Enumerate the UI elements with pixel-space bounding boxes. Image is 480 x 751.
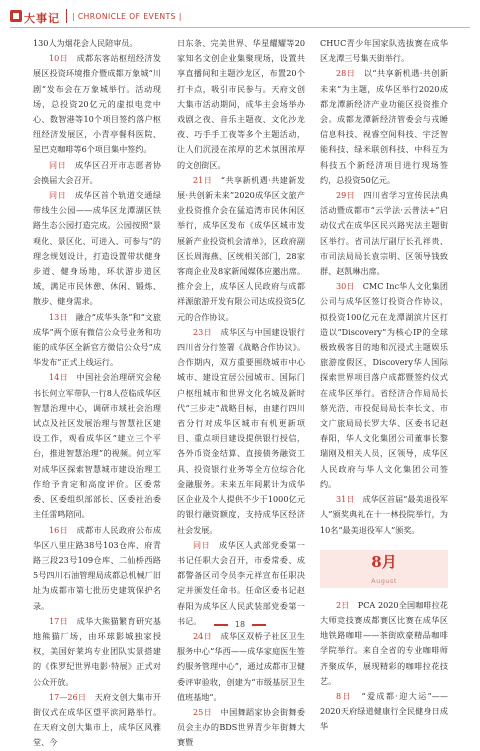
event-entry [33, 51, 161, 157]
event-text: 中国舞蹈家协会街舞委员会主办的BDS世界青少年街舞大赛暨 [177, 706, 305, 748]
event-entry [320, 66, 448, 188]
footer-right-bar [252, 624, 266, 626]
month-number: 8月 [371, 552, 397, 571]
event-date: 28日 [336, 68, 356, 79]
footer-left-bar [214, 624, 228, 626]
event-date: 同日 [49, 159, 67, 170]
event-date: 同日 [49, 190, 67, 201]
event-text: 成华区召开市志愿者协会换届大会召开。 [33, 159, 161, 185]
event-text: 130人为烟花会人民陪审员。 [33, 38, 138, 48]
event-date: 30日 [336, 281, 355, 292]
event-date: 14日 [49, 372, 69, 383]
event-text: 四川省学习宣传民法典活动暨成都市“云学法·云普法+”启动仪式在成华区民兴路宪法主题街区举行。省司法厅副厅长孔祥贵、市司法局局长袁宗明、区领导钱致群、赵凯琳出席。 [320, 190, 448, 277]
event-text: “爱成都·迎大运”——2020天府绿道健康行全民健身日成华 [320, 690, 448, 732]
page-header [0, 0, 480, 28]
event-text: 成华区首个轨道交通绿带线生公园——成华区龙潭湖区铁路生态公园打造完成。公园按照“景观化、景区化、可进入、可参与”的理念规划设计，打造设置带状健身步道、健身场地，环状游步道区域，满足市民休憩、休闲、锻炼、散步、健身需求。 [33, 190, 161, 307]
text-column-1 [33, 36, 161, 751]
event-date: 2日 [336, 599, 350, 610]
event-date: 同日 [193, 539, 211, 550]
event-date: 16日 [49, 524, 69, 535]
section-subtitle-text: CHRONICLE OF EVENTS [77, 12, 176, 21]
event-date: 21日 [193, 174, 213, 185]
header-rule [10, 27, 470, 28]
chronicle-logo-icon [10, 10, 22, 22]
event-entry [33, 158, 161, 188]
event-entry [177, 325, 305, 538]
event-date: 17—26日 [49, 691, 87, 702]
event-date: 24日 [193, 630, 213, 641]
event-entry [320, 188, 448, 279]
month-english: August [371, 576, 397, 585]
event-entry [320, 36, 448, 66]
event-date: 25日 [193, 706, 213, 717]
event-entry [177, 705, 305, 751]
event-text: 成华区人武部党委第一书记任职大会召开，市委常委、成都警备区司令员李元祥宣布任职决定并颁发任命书。任命区委书记赵春阳为成华区人民武装部党委第一书记。 [177, 539, 305, 626]
event-date: 10日 [49, 53, 69, 64]
event-entry [177, 538, 305, 629]
event-entry [33, 370, 161, 522]
event-text: 成都市人民政府公布成华区八里庄路38号103仓库、府青路三段23号109仓库、二仙桥西路5号四川石油管理局成都总机械厂旧址为成都市第七批历史建筑保护名录。 [33, 524, 161, 611]
event-text: 天府文创大集市开街仪式在成华区望平滨河路举行。在天府文创大集市上，成华区风雅堂、今 [33, 691, 161, 748]
event-entry [320, 492, 448, 538]
event-date: 29日 [336, 190, 356, 201]
event-date: 17日 [49, 615, 69, 626]
event-entry [320, 279, 448, 492]
event-text: CHUC青少年国家队选拔赛在成华区龙潭三号集天街举行。 [320, 38, 448, 64]
event-text: 以“共享新机遇·共创新未来”为主题，成华区举行2020成都龙潭新经济产业功能区投资推介会。成都龙潭新经济管委会与戎睡信息科技、视睿空间科技、宇泛智能科技、绿米联创科技、中科互为科技五个新经济项目进行现场签约，总投资50亿元。 [320, 68, 448, 185]
event-entry [33, 310, 161, 371]
event-text: 日东条、完美世界、华星耀耀等20家知名文创企业集聚现场，设置共享直播间和主题沙龙区，布置20个打卡点，吸引市民参与。天府文创大集市活动期间，成华主会场举办戏剧之夜、音乐主题夜、文化沙龙夜、巧手手工夜等多个主题活动，让人们沉浸在浓厚的艺术氛围浓厚的文创街区。 [177, 38, 305, 170]
event-text: PCA 2020全国咖啡拉花大师竞技赛成都赛区比赛在成华区地铁路咖啡——茶街欧豪精品咖啡学院举行。来自全省的专业咖啡师齐聚成华，展现精彩的咖啡拉花技艺。 [320, 599, 448, 686]
event-text: “共享新机遇·共建新发展·共创新未来”2020成华区文旅产业投资推介会在猛追湾市民休闲区举行，成华区发布《成华区城市发展新产业投资机会清单》，区政府副区长周海燕、区统相关部门，28家客商企业及8家新闻媒体应邀出席。推介会上，成华区人民政府与成都祥源旅游开发有限公司达成投资5亿元的合作协议。 [177, 174, 305, 322]
event-date: 31日 [336, 494, 355, 505]
event-text: CMC Inc华人文化集团公司与成华区签订投资合作协议，拟投资100亿元在龙潭湖滨片区打造以“Discovery”为核心IP的全球极致极客目的地和沉浸式主题娱乐旅游度假区，Discovery华人国际探索世界项目落户成都暨签约仪式在成华区举行。省经济合作局局长蔡光浩、市投促局局长李长文、市文广旅局局长罗大华、区委书记赵春阳，华人文化集团公司董事长黎瑞刚及相关人员，区领导，成华区人民政府与华人文化集团公司签约。 [320, 281, 448, 489]
event-date: 23日 [193, 326, 213, 337]
event-entry [33, 690, 161, 751]
text-column-2 [177, 36, 305, 751]
event-entry [33, 523, 161, 614]
event-text: 成华区与中国建设银行四川省分行签署《战略合作协议》。合作期内，双方重要围绕城市中心城市、建设宜居公园城市、国际门户枢纽城市和世界文化名城及新时代“三步走”战略目标，由建行四川省分行对成华区城市有机更新项目、重点项目建设提供银行授信，各外币资金结算、直接债务融资工具、投资银行业务等全方位综合化金融服务。未来五年间累计为成华区企业及个人提供不少于1000亿元的银行融资额度，支持成华区经济社会发展。 [177, 326, 305, 535]
event-text: 成华大熊猫繁育研究基地熊猫厂场，由环球影城独家授权，美国好莱坞专业团队实景搭建的《侏罗纪世界电影·特展》正式对公众开放。 [33, 615, 161, 687]
event-date: 8日 [336, 690, 352, 701]
section-title: 大事记 [24, 12, 60, 25]
page-footer [0, 620, 480, 634]
page-number: 18 [234, 620, 246, 629]
event-entry [33, 188, 161, 310]
event-entry [177, 173, 305, 325]
month-heading [320, 550, 448, 588]
event-text: 成都东客站枢纽经济发展区投资环境推介暨成都万象城“川剧”发布会在万象城举行。活动现场，总投资20亿元的虚拟电竞中心、数智港等10个项目签约落户枢纽经济发展区，小青亭餐科医院、星巴克咖啡等6个项目集中签约。 [33, 53, 161, 155]
event-entry [320, 598, 448, 689]
header-divider [66, 9, 67, 23]
event-date: 13日 [49, 311, 68, 322]
event-text: 成华区双桥子社区卫生服务中心“华西——成华家庭医生签约服务管理中心”，通过成都市卫健委评审验收，创建为“市级基层卫生值班基地”。 [177, 630, 305, 702]
event-entry [177, 36, 305, 173]
event-entry [320, 689, 448, 735]
event-entry [33, 36, 161, 51]
event-text: 融合“成华头条”和“文旅成华”两个原有微信公众号业务和功能的成华区全新官方微信公众号“成华发布”正式上线运行。 [33, 311, 161, 368]
event-text: 中国社会治理研究会秘书长何立军带队一行8人莅临成华区智慧治理中心，调研市域社会治理试点及社区发展治理与智慧社区建设工作，观看成华区“建立三个平台，推进智慧治理”的视频。何立军对成华区探索智慧城市建设治理工作给予肯定和高度评价。区委常委、区委组织部部长、区委社治委主任雷鸣陪同。 [33, 372, 161, 520]
event-text: 成华区首届“最美退役军人”颁奖典礼在十一林投院举行，为10名“最美退役军人”颁奖。 [320, 494, 448, 535]
section-subtitle: | CHRONICLE OF EVENTS | [72, 12, 182, 21]
event-entry [177, 629, 305, 705]
